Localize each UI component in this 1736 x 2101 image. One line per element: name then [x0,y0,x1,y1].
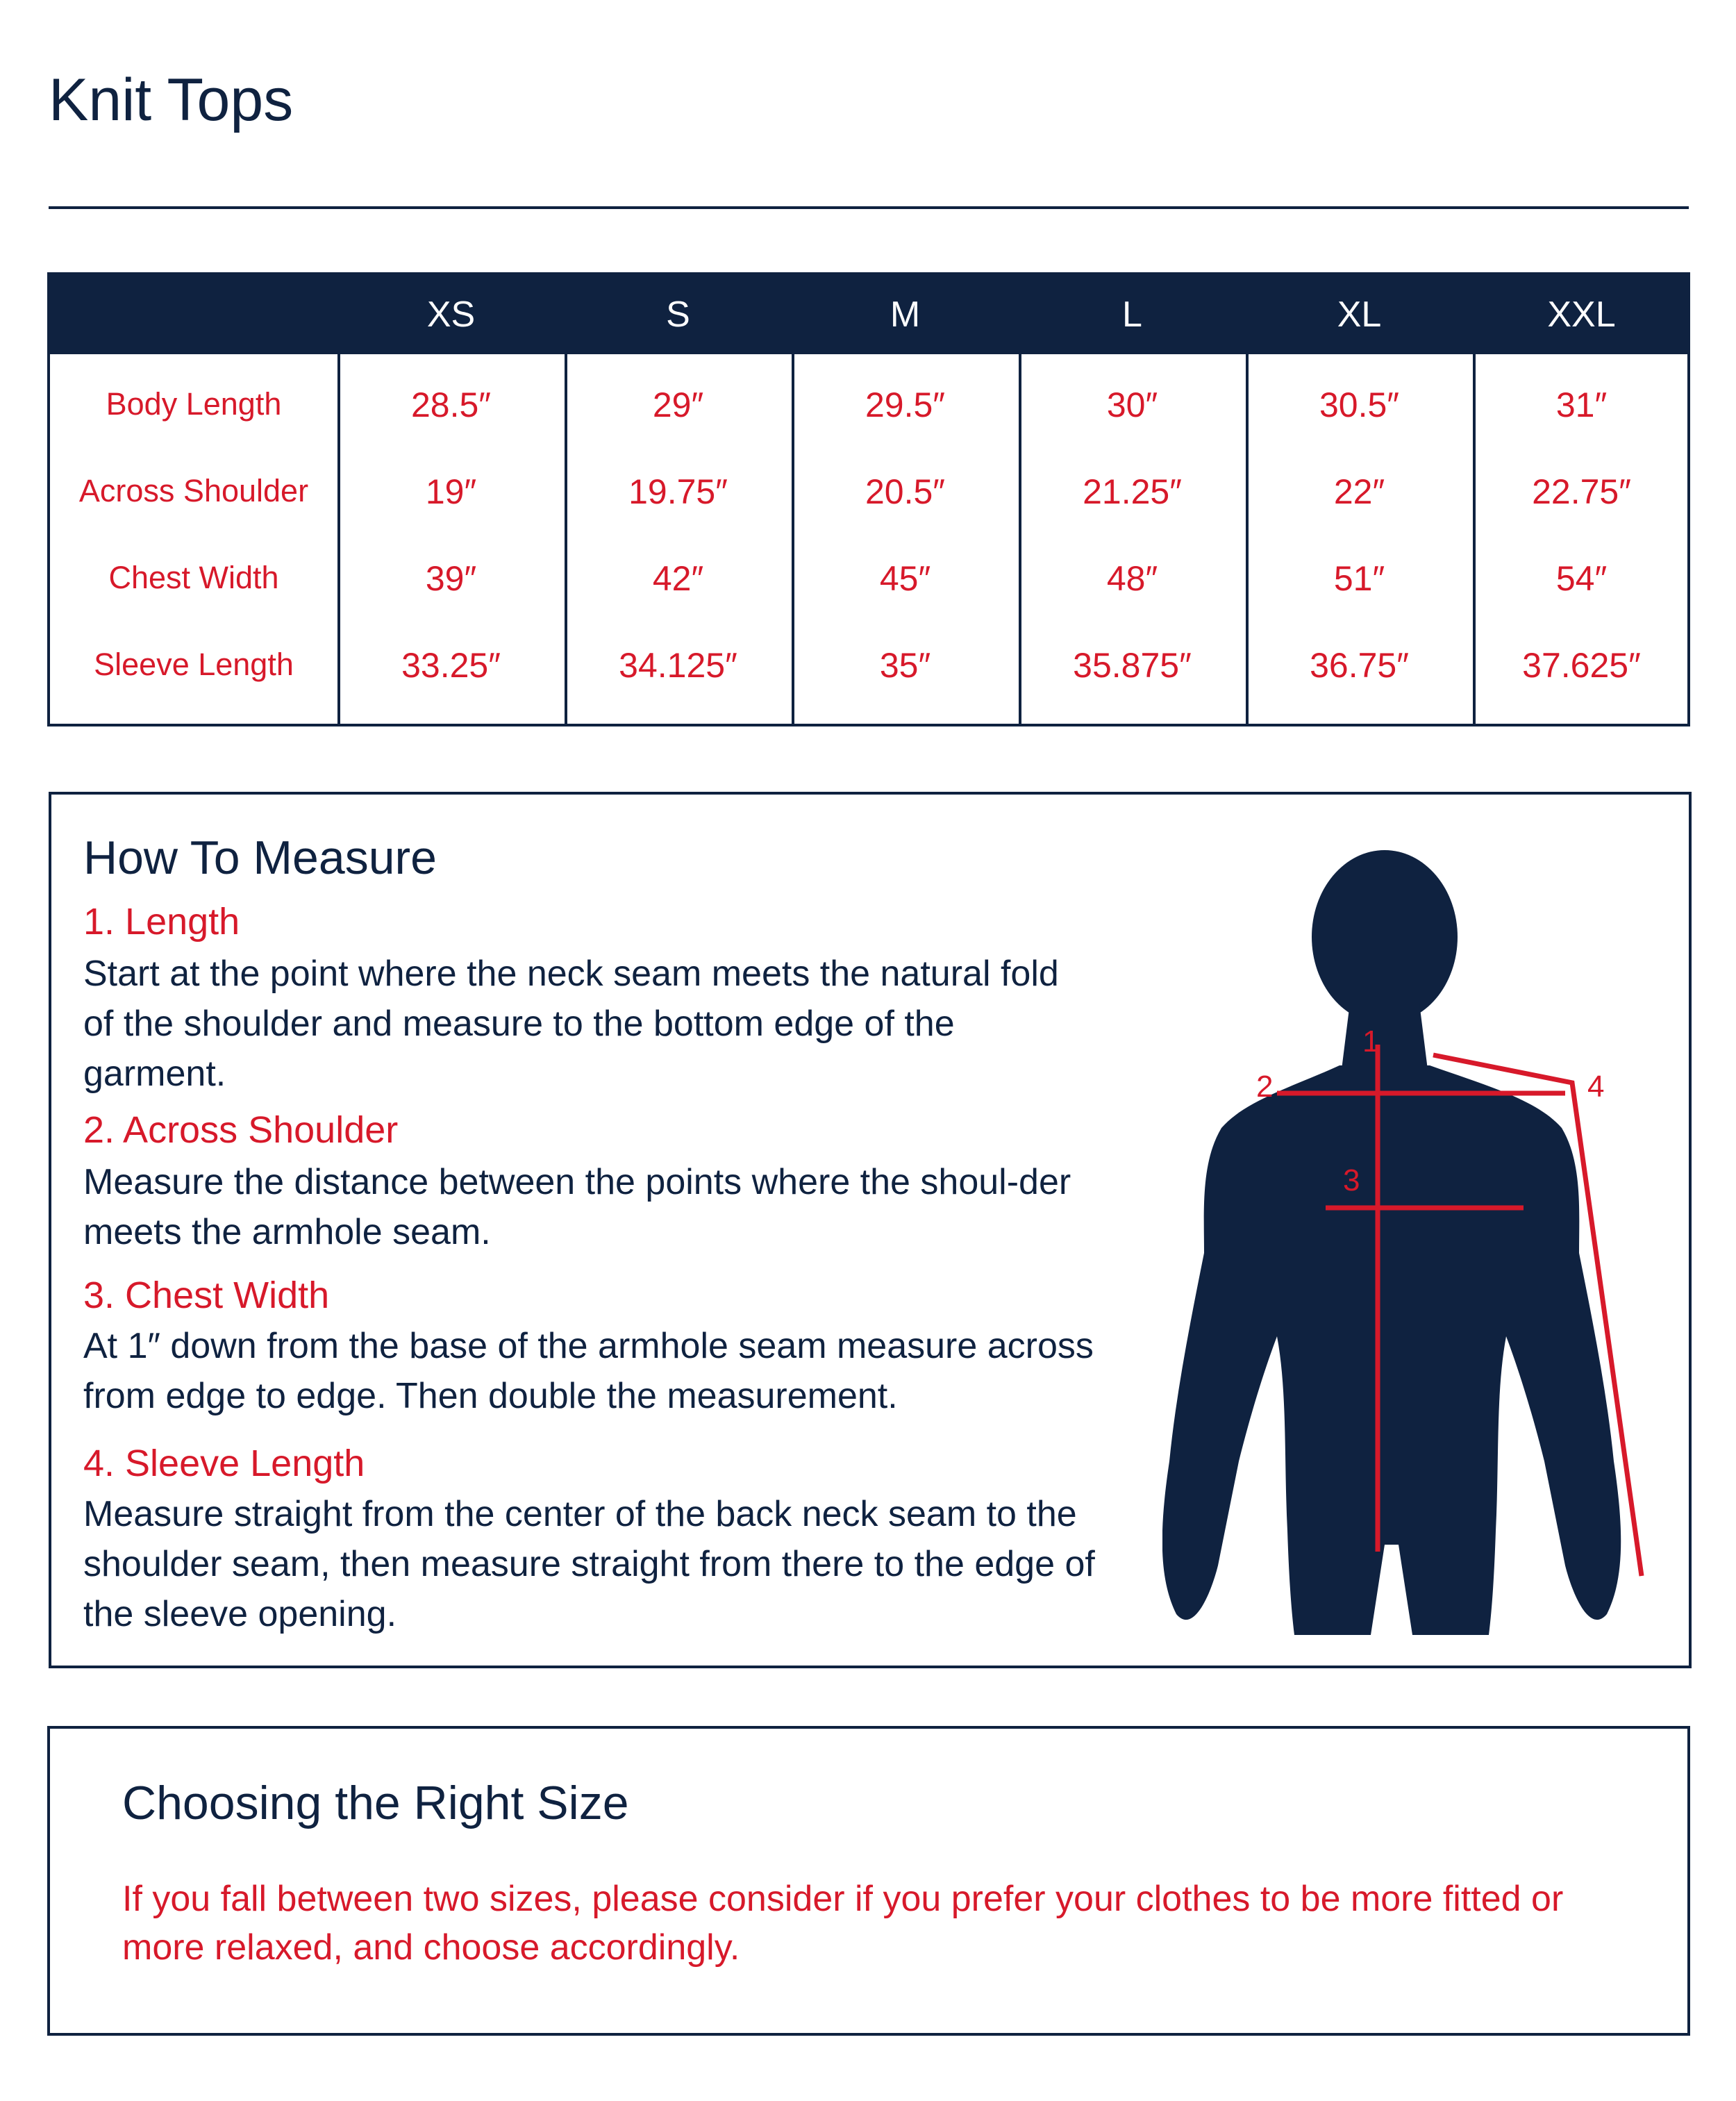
how-to-measure-heading: How To Measure [83,831,437,884]
table-cell: 31″ [1555,385,1608,424]
step-3-text: At 1″ down from the base of the armhole seam measure across from edge to edge. Then double the measurement. [83,1326,1094,1416]
table-cell: 30″ [1106,385,1158,424]
table-cell: 36.75″ [1310,646,1409,685]
table-cell: 45″ [879,559,931,598]
choosing-size-text: If you fall between two sizes, please consider if you prefer your clothes to be more fitted or more relaxed, and choose accordingly. [122,1879,1564,1968]
step-2-title: 2. Across Shoulder [83,1109,399,1151]
table-cell: 37.625″ [1522,646,1641,685]
table-cell: 35″ [879,646,931,685]
figure-label-1: 1 [1362,1024,1380,1058]
size-table [47,272,1690,726]
table-cell: 19.75″ [628,472,728,511]
how-to-measure-panel [49,792,1692,1668]
table-cell: 19″ [425,472,477,511]
title-divider [49,206,1689,209]
table-cell: 22″ [1333,472,1385,511]
page-title: Knit Tops [49,67,294,133]
size-header-xxl: XXL [1547,294,1616,335]
step-3-title: 3. Chest Width [83,1274,330,1316]
head-shape [1312,850,1458,1024]
row-label-body-length: Body Length [106,386,282,422]
body-measurement-figure [1162,836,1649,1670]
row-label-sleeve-length: Sleeve Length [94,647,294,682]
size-header-s: S [666,294,690,335]
step-4-text: Measure straight from the center of the back neck seam to the shoulder seam, then measure straight from there to the edge of the sleeve opening. [83,1494,1095,1634]
table-cell: 51″ [1333,559,1385,598]
table-cell: 20.5″ [865,472,945,511]
table-cell: 48″ [1106,559,1158,598]
step-2-text: Measure the distance between the points where the shoul-der meets the armhole seam. [83,1162,1071,1252]
table-cell: 54″ [1555,559,1608,598]
body-shape [1162,1065,1621,1635]
step-4-title: 4. Sleeve Length [83,1443,365,1484]
size-header-l: L [1122,294,1142,335]
step-1-title: 1. Length [83,901,240,942]
size-header-xl: XL [1337,294,1382,335]
figure-label-3: 3 [1343,1163,1360,1197]
table-cell: 22.75″ [1532,472,1631,511]
choosing-size-heading: Choosing the Right Size [122,1777,629,1829]
table-cell: 21.25″ [1083,472,1182,511]
table-cell: 29.5″ [865,385,945,424]
figure-label-2: 2 [1256,1070,1274,1104]
table-cell: 33.25″ [401,646,501,685]
choosing-size-panel [47,1726,1690,2036]
size-header-xs: XS [426,294,476,335]
table-cell: 42″ [652,559,704,598]
table-cell: 34.125″ [619,646,737,685]
step-1-text: Start at the point where the neck seam meets the natural fold of the shoulder and measure to the bottom edge of the garment. [83,954,1059,1094]
row-label-chest-width: Chest Width [108,560,279,595]
table-cell: 28.5″ [410,385,491,424]
torso-silhouette-illustration [1162,836,1649,1670]
table-cell: 39″ [425,559,477,598]
size-header-m: M [890,294,921,335]
row-label-across-shoulder: Across Shoulder [78,473,309,508]
table-cell: 30.5″ [1319,385,1399,424]
table-cell: 29″ [652,385,704,424]
figure-label-4: 4 [1587,1070,1605,1104]
table-cell: 35.875″ [1073,646,1192,685]
